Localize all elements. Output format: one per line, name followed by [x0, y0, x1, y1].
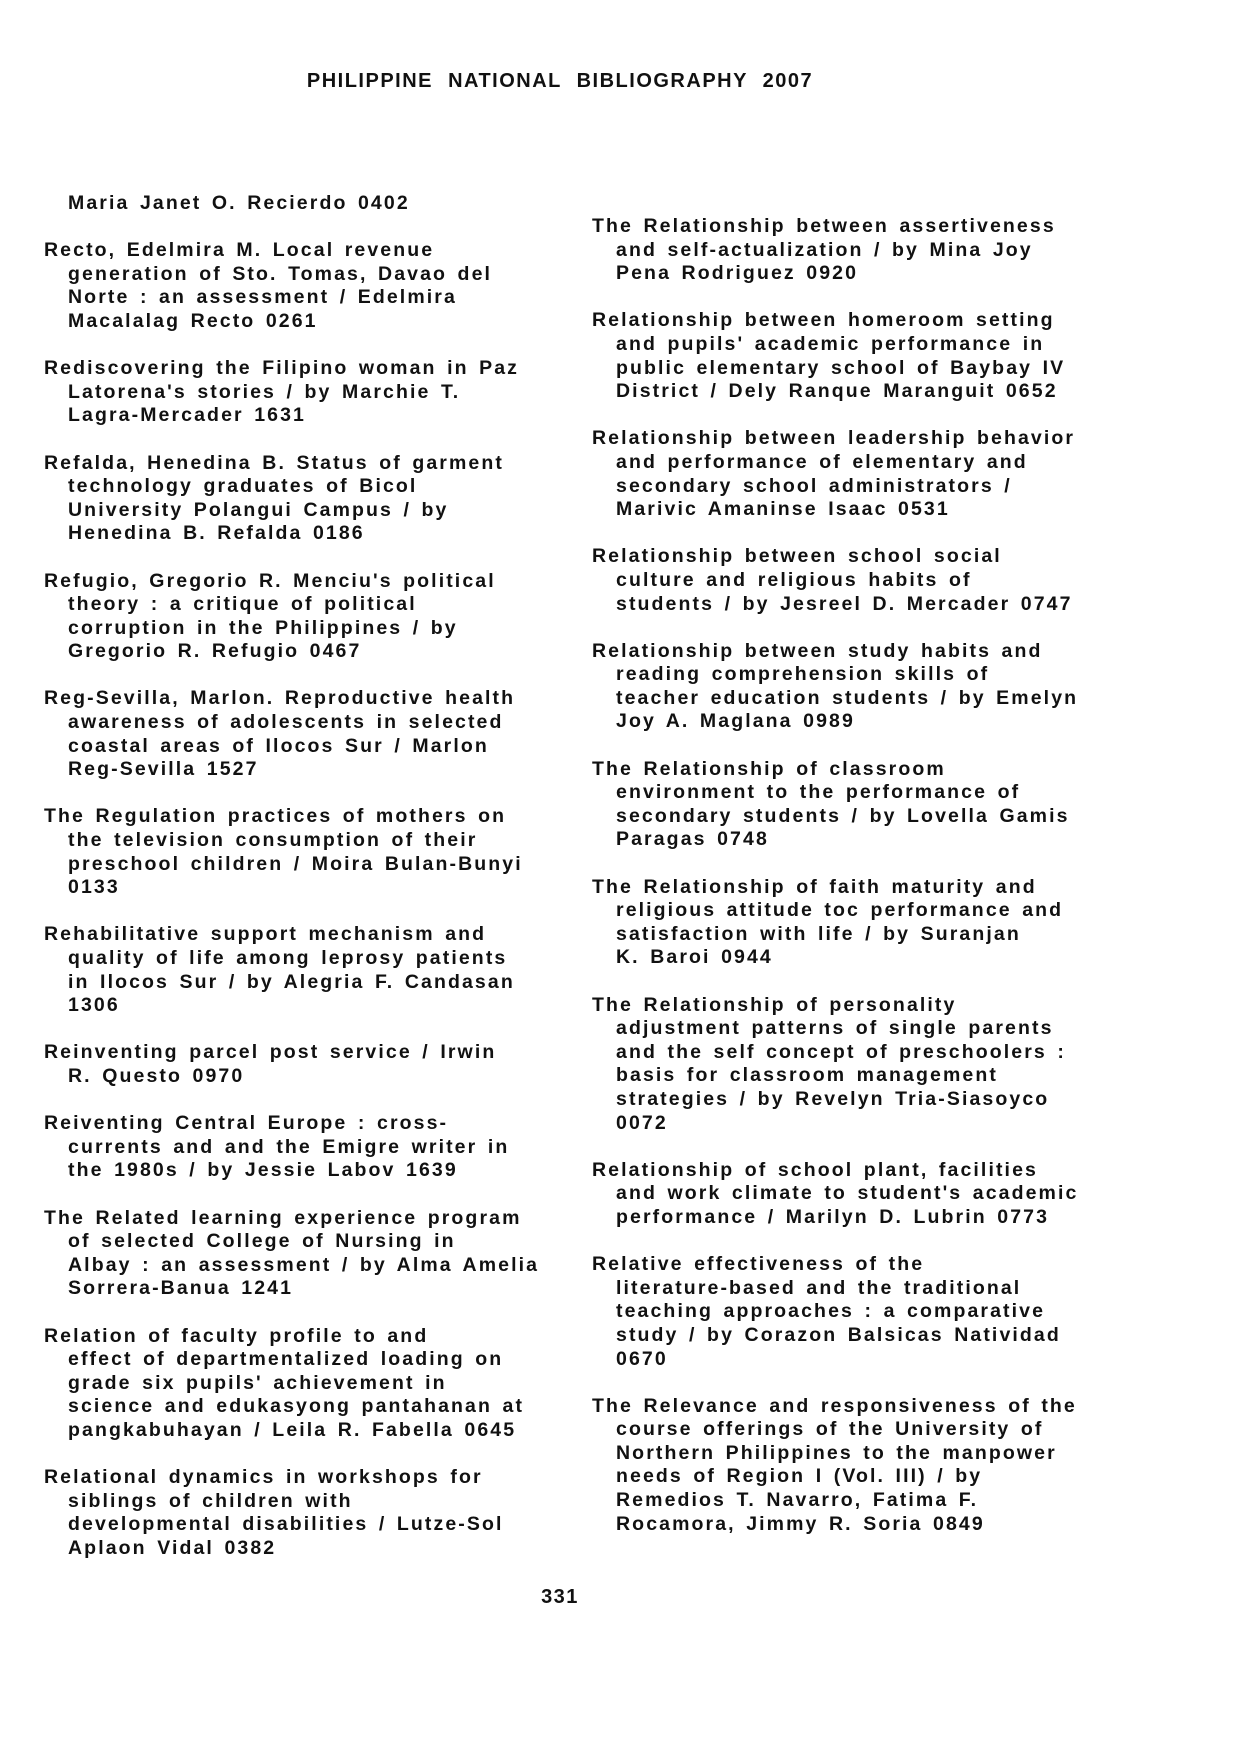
bibliography-entry: Relationship of school plant, facilities and work climate to student's academic performance / Marilyn D. Lubrin 0773 — [592, 1158, 1079, 1228]
bibliography-entry: Relative effectiveness of the literature-based and the traditional teaching approaches : a comparative study / by Corazon Balsicas Natividad 0670 — [592, 1253, 1061, 1370]
bibliography-entry-continued: Maria Janet O. Recierdo 0402 — [68, 192, 410, 214]
bibliography-entry: The Regulation practices of mothers on the television consumption of their preschool children / Moira Bulan-Bunyi 0133 — [44, 805, 523, 899]
bibliography-entry: Recto, Edelmira M. Local revenue generation of Sto. Tomas, Davao del Norte : an assessment / Edelmira Macalalag Recto 0261 — [44, 239, 493, 332]
bibliography-entry: The Related learning experience program of selected College of Nursing in Albay : an assessment / by Alma Amelia Sorrera-Banua 1241 — [44, 1206, 540, 1300]
right-column — [592, 215, 1122, 1560]
bibliography-entry: The Relevance and responsiveness of the course offerings of the University of Northern Philippines to the manpower needs of Region I (Vol. III) / by Remedios T. Navarro, Fatima F. Rocamora, Jimmy R. Soria 0849 — [592, 1394, 1077, 1535]
bibliography-entry: Relational dynamics in workshops for siblings of children with developmental disabilities / Lutze-Sol Aplaon Vidal 0382 — [44, 1466, 504, 1559]
left-column — [44, 192, 564, 1584]
bibliography-entry: Reg-Sevilla, Marlon. Reproductive health awareness of adolescents in selected coastal areas of Ilocos Sur / Marlon Reg-Sevilla 1527 — [44, 687, 516, 781]
bibliography-entry: Reinventing parcel post service / Irwin R. Questo 0970 — [44, 1041, 497, 1087]
bibliography-entry: The Relationship between assertiveness and self-actualization / by Mina Joy Pena Rodriguez 0920 — [592, 215, 1056, 285]
bibliography-entry: Relation of faculty profile to and effect of departmentalized loading on grade six pupils' achievement in science and edukasyong pantahanan at pangkabuhayan / Leila R. Fabella 0645 — [44, 1324, 525, 1441]
page-header: PHILIPPINE NATIONAL BIBLIOGRAPHY 2007 — [306, 70, 814, 92]
bibliography-entry: Relationship between leadership behavior and performance of elementary and secondary school administrators / Marivic Amaninse Isaac 0531 — [592, 427, 1076, 521]
bibliography-entry: Rediscovering the Filipino woman in Paz Latorena's stories / by Marchie T. Lagra-Mercader 1631 — [44, 357, 520, 427]
bibliography-entry: The Relationship of classroom environment to the performance of secondary students / by Lovella Gamis Paragas 0748 — [592, 757, 1070, 851]
bibliography-entry: The Relationship of personality adjustment patterns of single parents and the self concept of preschoolers : basis for classroom management strategies / by Revelyn Tria-Siasoyco 0072 — [592, 993, 1066, 1134]
bibliography-entry: Refalda, Henedina B. Status of garment technology graduates of Bicol University Polangui Campus / by Henedina B. Refalda 0186 — [44, 451, 504, 545]
bibliography-entry: Rehabilitative support mechanism and quality of life among leprosy patients in Ilocos Sur / by Alegria F. Candasan 1306 — [44, 923, 515, 1017]
bibliography-entry: The Relationship of faith maturity and religious attitude toc performance and satisfaction with life / by Suranjan K. Baroi 0944 — [592, 875, 1064, 969]
page-number: 331 — [541, 1586, 579, 1608]
bibliography-entry: Relationship between school social culture and religious habits of students / by Jesreel D. Mercader 0747 — [592, 545, 1073, 615]
bibliography-entry: Relationship between homeroom setting and pupils' academic performance in public elementary school of Baybay IV District / Dely Ranque Maranguit 0652 — [592, 309, 1066, 403]
bibliography-entry: Relationship between study habits and reading comprehension skills of teacher education students / by Emelyn Joy A. Maglana 0989 — [592, 639, 1079, 733]
bibliography-entry: Reiventing Central Europe : cross- currents and and the Emigre writer in the 1980s / by Jessie Labov 1639 — [44, 1112, 510, 1182]
bibliography-entry: Refugio, Gregorio R. Menciu's political theory : a critique of political corruption in the Philippines / by Gregorio R. Refugio 0467 — [44, 569, 496, 663]
